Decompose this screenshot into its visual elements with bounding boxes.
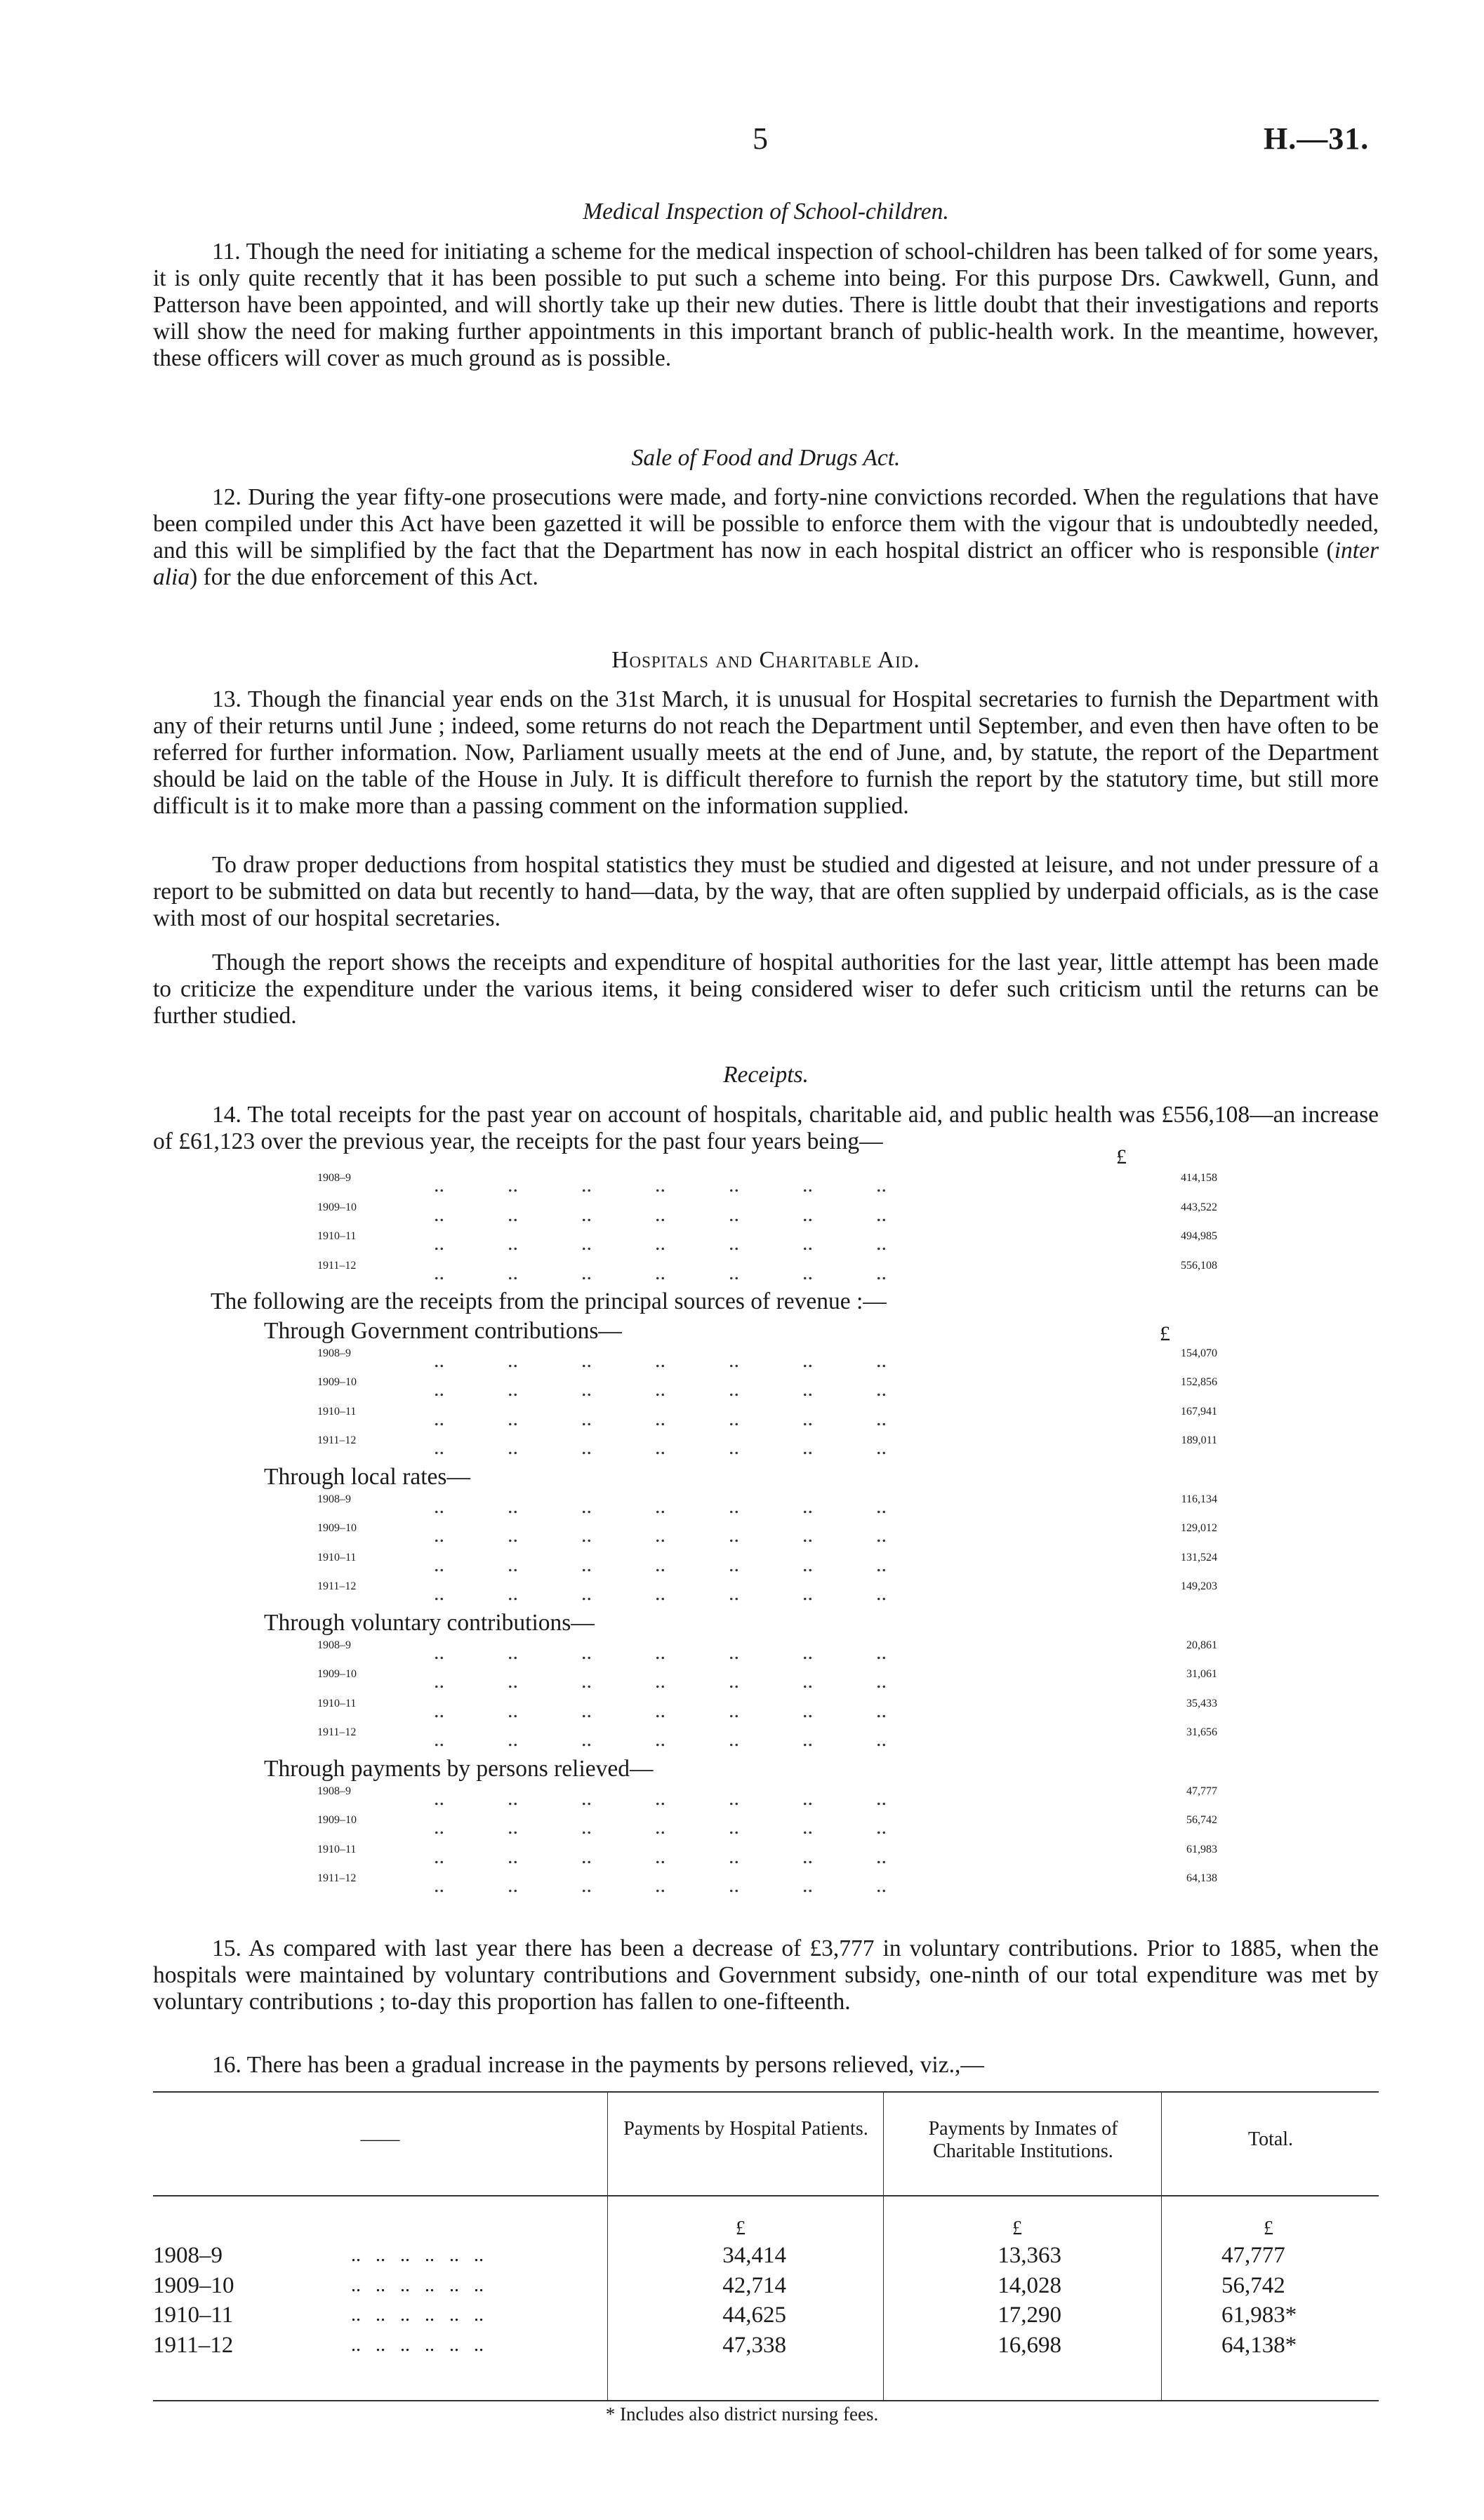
row-value: 64,138 xyxy=(1186,1872,1217,1885)
row-value: 494,985 xyxy=(1181,1230,1217,1243)
table-cell-hospital: 47,338 xyxy=(722,2332,786,2358)
revenue-row xyxy=(153,1434,1379,1462)
table-cell-inmates: 17,290 xyxy=(998,2302,1061,2328)
table-currency-hospital: £ xyxy=(736,2218,746,2239)
row-year: 1908–9 xyxy=(317,1785,351,1797)
row-value: 47,777 xyxy=(1186,1785,1217,1797)
row-year: 1909–10 xyxy=(317,1376,357,1389)
revenue-row xyxy=(153,1814,1379,1842)
leader-dots: .. .. .. .. .. .. .. xyxy=(434,1436,887,1460)
leader-dots: .. .. .. .. .. .. .. xyxy=(434,1815,887,1839)
paragraph-16: 16. There has been a gradual increase in the payments by persons relieved, viz.,— xyxy=(212,2052,984,2078)
leader-dots: .. .. .. .. .. .. .. xyxy=(434,1552,887,1576)
row-year: 1911–12 xyxy=(317,1726,357,1739)
leader-dots: .. .. .. .. .. .. .. xyxy=(434,1202,887,1226)
table-bottom-rule xyxy=(153,2400,1379,2401)
revenue-row xyxy=(153,1639,1379,1667)
leader-dots: .. .. .. .. .. .. .. xyxy=(434,1640,887,1664)
table-footnote: * Includes also district nursing fees. xyxy=(605,2404,879,2425)
heading-medical-inspection: Medical Inspection of School-children. xyxy=(583,199,949,225)
leader-dots: .. .. .. .. .. .. xyxy=(351,2333,484,2356)
row-value: 116,134 xyxy=(1181,1493,1217,1505)
table-cell-inmates: 13,363 xyxy=(998,2243,1061,2268)
leader-dots: .. .. .. .. .. .. .. xyxy=(434,1406,887,1430)
row-value: 35,433 xyxy=(1186,1697,1217,1709)
row-year: 1911–12 xyxy=(317,1872,357,1885)
table-cell-total: 64,138* xyxy=(1221,2332,1297,2358)
row-value: 167,941 xyxy=(1181,1405,1217,1418)
row-year: 1908–9 xyxy=(317,1347,351,1359)
revenue-source-label: Through Government contributions— xyxy=(264,1318,622,1344)
paragraph-13c: Though the report shows the receipts and expenditure of hospital authorities for the last year, little attempt has been made to criticize the expenditure under the various items, it being considered wiser to defer such criticism until the returns can be further studied. xyxy=(153,949,1379,1029)
revenue-source-label: Through payments by persons relieved— xyxy=(264,1756,654,1782)
receipts-intro: The following are the receipts from the principal sources of revenue :— xyxy=(211,1288,887,1315)
row-value: 152,856 xyxy=(1181,1376,1217,1389)
row-value: 20,861 xyxy=(1186,1639,1217,1651)
row-year: 1908–9 xyxy=(317,1493,351,1505)
total-receipts-row xyxy=(153,1260,1379,1288)
revenue-row xyxy=(153,1376,1379,1404)
leader-dots: .. .. .. .. .. .. .. xyxy=(434,1173,887,1196)
table-cell-year: 1909–10 xyxy=(153,2272,234,2298)
table-cell-hospital: 42,714 xyxy=(722,2272,786,2298)
table-col-rule-1 xyxy=(607,2091,608,2400)
table-col-rule-2 xyxy=(883,2091,884,2400)
paragraph-13b: To draw proper deductions from hospital statistics they must be studied and digested at leisure, and not under pressure of a report to be submitted on data but recently to hand—data, by the way, that are often supplied by underpaid officials, as is the case with most of our hospital secretaries. xyxy=(153,852,1379,931)
row-year: 1910–11 xyxy=(317,1843,357,1855)
table-cell-inmates: 16,698 xyxy=(998,2332,1061,2358)
leader-dots: .. .. .. .. .. .. .. xyxy=(434,1844,887,1868)
table-cell-year: 1908–9 xyxy=(153,2243,223,2268)
leader-dots: .. .. .. .. .. .. .. xyxy=(434,1260,887,1284)
row-value: 414,158 xyxy=(1181,1172,1217,1184)
revenue-row xyxy=(153,1698,1379,1726)
table-cell-hospital: 34,414 xyxy=(722,2243,786,2268)
paragraph-14: 14. The total receipts for the past year on account of hospitals, charitable aid, and public health was £556,108—an increase of £61,123 over the previous year, the receipts for the past four years being— xyxy=(153,1102,1379,1154)
row-year: 1911–12 xyxy=(317,1580,357,1593)
leader-dots: .. .. .. .. .. .. .. xyxy=(434,1524,887,1547)
table-currency-total: £ xyxy=(1264,2218,1273,2239)
revenue-source-label: Through local rates— xyxy=(264,1464,470,1490)
row-year: 1909–10 xyxy=(317,1522,357,1535)
revenue-row xyxy=(153,1406,1379,1434)
document-reference: H.—31. xyxy=(1264,121,1370,156)
revenue-row xyxy=(153,1522,1379,1550)
row-value: 556,108 xyxy=(1181,1259,1217,1272)
leader-dots: .. .. .. .. .. .. .. xyxy=(434,1874,887,1898)
heading-receipts: Receipts. xyxy=(723,1062,809,1088)
leader-dots: .. .. .. .. .. .. .. xyxy=(434,1669,887,1693)
row-value: 129,012 xyxy=(1181,1522,1217,1535)
total-receipts-row xyxy=(153,1172,1379,1200)
row-year: 1909–10 xyxy=(317,1201,357,1213)
leader-dots: .. .. .. .. .. .. .. xyxy=(434,1698,887,1722)
total-receipts-row xyxy=(153,1201,1379,1229)
row-value: 131,524 xyxy=(1181,1551,1217,1564)
table-cell-inmates: 14,028 xyxy=(998,2272,1061,2298)
row-value: 154,070 xyxy=(1181,1347,1217,1359)
table-header-total: Total. xyxy=(1247,2128,1294,2150)
paragraph-12: 12. During the year fifty-one prosecutions were made, and forty-nine convictions recorded. When the regulations that have been compiled under this Act have been gazetted it will be possible to enforce them with the vigour that is undoubtedly needed, and this will be simplified by the fact that the Department has now in each hospital district an officer who is responsible (inter alia) for the due enforcement of this Act. xyxy=(153,484,1379,590)
table-header-rule xyxy=(153,2195,1379,2196)
table-top-rule xyxy=(153,2091,1379,2093)
revenue-row xyxy=(153,1726,1379,1754)
row-year: 1910–11 xyxy=(317,1405,357,1418)
page-number: 5 xyxy=(753,121,768,156)
paragraph-15: 15. As compared with last year there has been a decrease of £3,777 in voluntary contributions. Prior to 1885, when the hospitals were maintained by voluntary contributions and Government subsidy, one-ninth of our total expenditure was met by voluntary contributions ; to-day this proportion has fallen to one-fifteenth. xyxy=(153,1935,1379,2015)
row-year: 1908–9 xyxy=(317,1639,351,1651)
table-cell-hospital: 44,625 xyxy=(722,2302,786,2328)
leader-dots: .. .. .. .. .. .. xyxy=(351,2244,484,2266)
leader-dots: .. .. .. .. .. .. .. xyxy=(434,1582,887,1606)
paragraph-11: 11. Though the need for initiating a scheme for the medical inspection of school-children has been talked of for some years, it is only quite recently that it has been possible to put such a scheme into being. For this purpose Drs. Cawkwell, Gunn, and Patterson have been appointed, and will shortly take up their new duties. There is little doubt that their investigations and reports will show the need for making further appointments in this important branch of public-health work. In the meantime, however, these officers will cover as much ground as is possible. xyxy=(153,239,1379,371)
heading-hospitals: Hospitals and Charitable Aid. xyxy=(611,647,920,673)
leader-dots: .. .. .. .. .. .. xyxy=(351,2274,484,2296)
leader-dots: .. .. .. .. .. .. .. xyxy=(434,1232,887,1255)
table-col-rule-3 xyxy=(1161,2091,1162,2400)
row-year: 1911–12 xyxy=(317,1434,357,1447)
revenue-source-label: Through voluntary contributions— xyxy=(264,1610,595,1636)
revenue-row xyxy=(153,1844,1379,1872)
revenue-row xyxy=(153,1668,1379,1696)
row-value: 56,742 xyxy=(1186,1814,1217,1827)
row-year: 1909–10 xyxy=(317,1668,357,1681)
revenue-row xyxy=(153,1785,1379,1813)
revenue-row xyxy=(153,1580,1379,1608)
table-cell-total: 56,742 xyxy=(1221,2272,1285,2298)
leader-dots: .. .. .. .. .. .. .. xyxy=(434,1786,887,1810)
row-value: 31,656 xyxy=(1186,1726,1217,1739)
leader-dots: .. .. .. .. .. .. .. xyxy=(434,1494,887,1518)
total-receipts-row xyxy=(153,1230,1379,1258)
table-header-hospital-patients: Payments by Hospital Patients. xyxy=(623,2118,868,2140)
row-year: 1910–11 xyxy=(317,1551,357,1564)
row-year: 1909–10 xyxy=(317,1814,357,1827)
table-cell-year: 1910–11 xyxy=(153,2302,234,2328)
leader-dots: .. .. .. .. .. .. .. xyxy=(434,1378,887,1401)
revenue-row xyxy=(153,1493,1379,1521)
table-header-inmates: Payments by Inmates of Charitable Institutions. xyxy=(928,2118,1118,2162)
table-currency-inmates: £ xyxy=(1012,2218,1022,2239)
table-cell-total: 47,777 xyxy=(1221,2243,1285,2268)
row-value: 149,203 xyxy=(1181,1580,1217,1593)
row-value: 31,061 xyxy=(1186,1668,1217,1681)
currency-symbol: £ xyxy=(1160,1322,1170,1345)
row-year: 1911–12 xyxy=(317,1259,357,1272)
row-value: 443,522 xyxy=(1181,1201,1217,1213)
paragraph-13: 13. Though the financial year ends on the 31st March, it is unusual for Hospital secretaries to furnish the Department with any of their returns until June ; indeed, some returns do not reach the Department until September, and even then have often to be referred for further information. Now, Parliament usually meets at the end of June, and, by statute, the report of the Department should be laid on the table of the House in July. It is difficult therefore to furnish the report by the statutory time, but still more difficult is it to make more than a passing comment on the information supplied. xyxy=(153,686,1379,819)
revenue-row xyxy=(153,1552,1379,1580)
row-value: 189,011 xyxy=(1181,1434,1217,1447)
row-year: 1910–11 xyxy=(317,1697,357,1709)
row-year: 1908–9 xyxy=(317,1172,351,1184)
leader-dots: .. .. .. .. .. .. xyxy=(351,2304,484,2326)
leader-dots: .. .. .. .. .. .. .. xyxy=(434,1348,887,1372)
leader-dots: .. .. .. .. .. .. .. xyxy=(434,1728,887,1752)
revenue-row xyxy=(153,1347,1379,1375)
table-cell-total: 61,983* xyxy=(1221,2302,1297,2328)
currency-symbol: £ xyxy=(1116,1145,1127,1168)
heading-food-drugs: Sale of Food and Drugs Act. xyxy=(631,445,901,471)
table-cell-year: 1911–12 xyxy=(153,2332,234,2358)
revenue-row xyxy=(153,1872,1379,1900)
table-header-blank: —— xyxy=(360,2128,400,2150)
row-value: 61,983 xyxy=(1186,1843,1217,1855)
row-year: 1910–11 xyxy=(317,1230,357,1243)
